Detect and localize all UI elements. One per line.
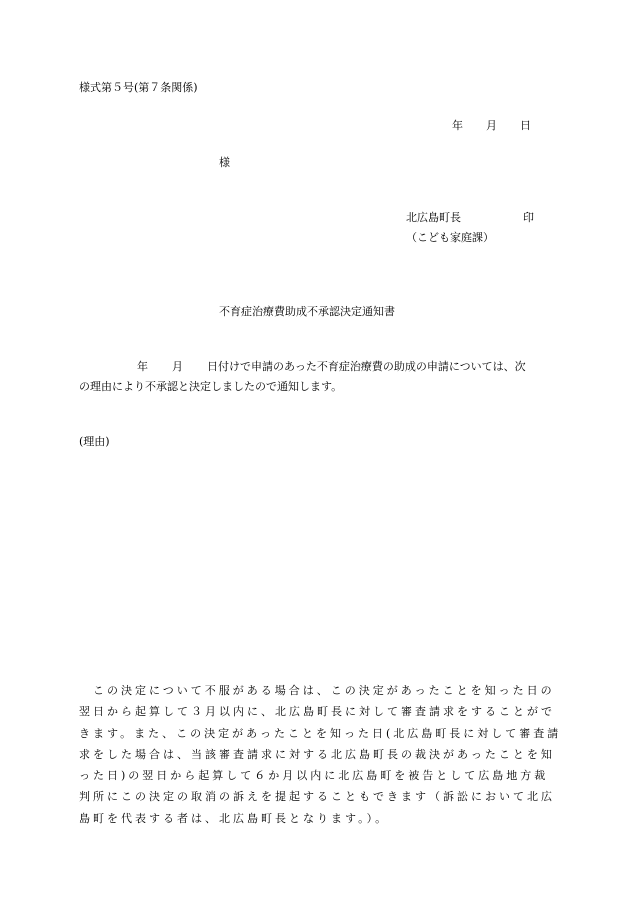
- date-line: [452, 120, 531, 131]
- form-number: 様式第５号(第７条関係): [79, 81, 198, 94]
- body-year-label: 年: [137, 360, 148, 373]
- notice-line: った日)の翌日から起算して６か月以内に北広島町を被告として広島地方裁: [79, 769, 549, 783]
- body-month-label: 月: [172, 360, 183, 373]
- date-day-label: 日: [520, 119, 531, 132]
- date-month-label: 月: [486, 119, 497, 132]
- notice-line: 判所にこの決定の取消の訴えを提起することもできます（訴訟において北広: [79, 790, 555, 804]
- date-year-label: 年: [452, 119, 463, 132]
- notice-line: きます。また、この決定があったことを知った日(北広島町長に対して審査請: [79, 726, 562, 740]
- notice-line: この決定について不服がある場合は、この決定があったことを知った日の: [79, 684, 555, 697]
- seal-mark: 印: [523, 211, 534, 224]
- notice-line: 求をした場合は、当該審査請求に対する北広島町長の裁決があったことを知: [79, 747, 555, 761]
- document-title: 不育症治療費助成不承認決定通知書: [219, 305, 395, 318]
- body-line-1-text: 日付けで申請のあった不育症治療費の助成の申請については、次: [207, 360, 526, 373]
- notice-line: 翌日から起算して３月以内に、北広島町長に対して審査請求をすることがで: [79, 705, 555, 719]
- appeal-notice: [79, 680, 562, 829]
- issuer-department: （こども家庭課）: [406, 231, 494, 244]
- recipient-honorific: 様: [219, 156, 230, 169]
- body-line-1: [79, 361, 526, 372]
- body-line-2: の理由により不承認と決定しましたので通知します。: [79, 380, 343, 393]
- issuer-name: 北広島町長: [406, 211, 461, 224]
- reason-label: (理由): [79, 435, 110, 448]
- notice-line: 島町を代表する者は、北広島町長となります。）。: [79, 811, 390, 825]
